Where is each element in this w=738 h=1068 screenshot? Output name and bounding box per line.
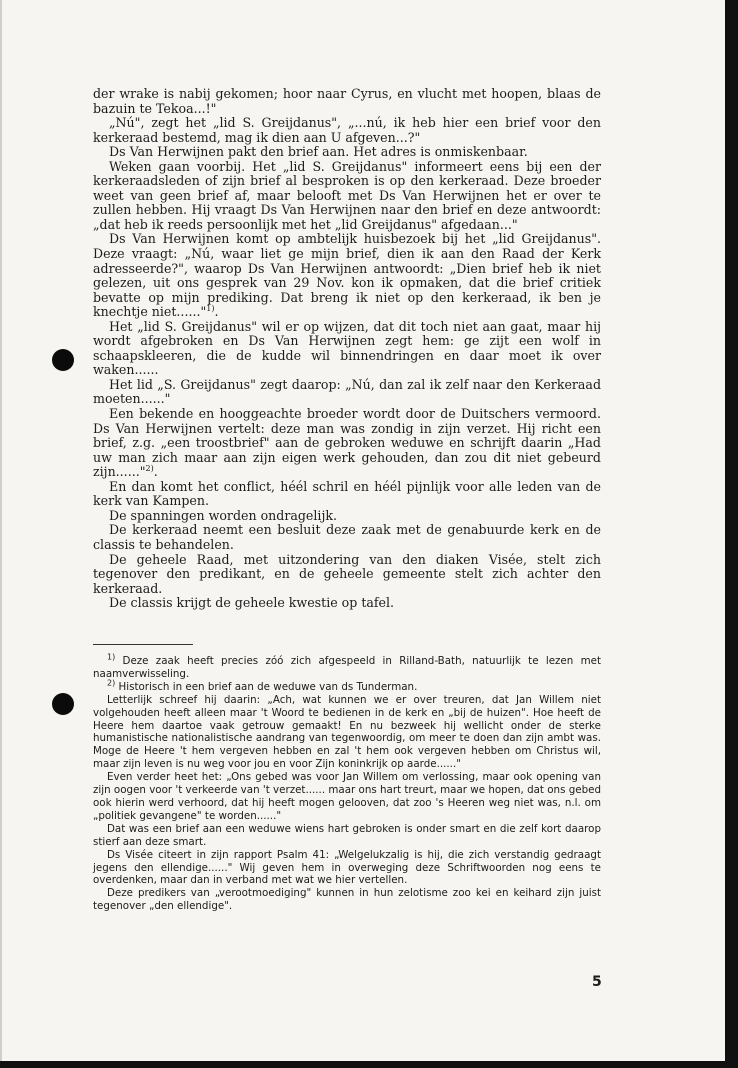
footnote-rule bbox=[93, 644, 193, 645]
footnote-reference: 2) bbox=[145, 464, 154, 474]
punch-hole-upper bbox=[52, 349, 74, 371]
body-paragraph bbox=[93, 480, 601, 509]
footnote-paragraph bbox=[93, 652, 601, 681]
footnote-text: Deze predikers van „verootmoediging" kunnen in hun zelotisme zoo kei en keihard zijn juist tegenover „den ellendige". bbox=[93, 887, 601, 913]
paragraph-text: Ds Van Herwijnen pakt den brief aan. Het adres is onmiskenbaar. bbox=[109, 144, 528, 160]
paragraph-text: der wrake is nabij gekomen; hoor naar Cyrus, en vlucht met hoopen, blaas de bazuin te Tekoa...!" bbox=[93, 86, 601, 116]
body-paragraph bbox=[93, 378, 601, 407]
body-paragraph bbox=[93, 116, 601, 145]
body-paragraph bbox=[93, 160, 601, 233]
scan-bottom-edge bbox=[0, 1061, 738, 1068]
paragraph-text: Het lid „S. Greijdanus" zegt daarop: „Nú, dan zal ik zelf naar den Kerkeraad moeten......" bbox=[93, 376, 601, 407]
body-paragraph bbox=[93, 523, 601, 552]
footnote-paragraph bbox=[93, 849, 601, 888]
body-paragraph bbox=[93, 596, 601, 611]
paragraph-text: „Nú", zegt het „lid S. Greijdanus", „...nú, ik heb hier een brief voor den kerkeraad bestemd, mag ik dien aan U afgeven...?" bbox=[93, 115, 601, 145]
paragraph-text: Een bekende en hooggeachte broeder wordt door de Duitschers vermoord. Ds Van Herwijnen vertelt: deze man was zondig in zijn verzet. Hij richt een brief, z.g. „een troostbrief" aan de gebroken weduwe en schrijft daarin „Had uw man zich maar aan zijn eigen werk gehouden, dan zou dit niet gebeurd zijn......" bbox=[93, 406, 601, 480]
paragraph-text: Ds Van Herwijnen komt op ambtelijk huisbezoek bij het „lid Greijdanus". Deze vraagt: „Nú, waar liet ge mijn brief, dien ik aan den Raad der Kerk adresseerde?", waarop Ds Van Herwijnen antwoordt: „Dien brief heb ik niet gelezen, uit ons gesprek van 29 Nov. kon ik opmaken, dat die brief critiek bevatte op mijn prediking. Dat breng ik niet op den kerkeraad, ik ben je knechtje niet......" bbox=[93, 231, 601, 320]
footnote-paragraph bbox=[93, 694, 601, 771]
main-text bbox=[93, 87, 601, 611]
footnote-text: Letterlijk schreef hij daarin: „Ach, wat kunnen we er over treuren, dat Jan Willem niet volgehouden heeft alleen maar 't Woord te bedienen in de kerk en „bij de huizen". Hoe heeft de Heere hem daartoe vaak getrouw gemaakt! En nu bezweek hij wellicht onder de sterke humanistische nationalistische aandrang van tegenwoordig, om meer te doen dan zijn ambt was. Moge de Heere 't hem vergeven hebben en zal 't hem ook vergeven hebben om Christus wil, maar zijn leven is nu weg voor jou en voor Zijn koninkrijk op aarde......" bbox=[93, 693, 601, 771]
paragraph-text: Weken gaan voorbij. Het „lid S. Greijdanus" informeert eens bij een der kerkeraadsleden of zijn brief al besproken is op den kerkeraad. Deze broeder weet van geen brief af, maar belooft met Ds Van Herwijnen het er over te zullen hebben. Hij vraagt Ds Van Herwijnen naar den brief en deze antwoordt: „dat heb ik reeds persoonlijk met het „lid Greijdanus" afgedaan..." bbox=[93, 158, 601, 232]
paragraph-text: De spanningen worden ondragelijk. bbox=[109, 507, 337, 523]
body-paragraph: Ds Van Herwijnen komt op ambtelijk huisbezoek bij het „lid Greijdanus". Deze vraagt: „Nú, waar liet ge mijn brief, dien ik aan den Raad der Kerk adresseerde?", waarop Ds Van Herwijnen antwoordt: „Dien brief heb ik niet gelezen, uit ons gesprek van 29 Nov. kon ik opmaken, dat die brief critiek bevatte op mijn prediking. Dat breng ik niet op den kerkeraad, ik ben je knechtje niet......"$^{1)}$. bbox=[93, 231, 601, 320]
footnote-marker: 2) bbox=[107, 678, 116, 688]
footnote-paragraph bbox=[93, 887, 601, 913]
footnote-text: Ds Visée citeert in zijn rapport Psalm 41: „Welgelukzalig is hij, die zich verstandig gedraagt jegens den ellendige......" Wij geven hem in overweging deze Schriftwoorden nog eens te overdenken, maar dan in verband met wat we hier vertellen. bbox=[93, 848, 601, 887]
body-paragraph bbox=[93, 87, 601, 116]
footnotes bbox=[93, 652, 601, 913]
body-paragraph bbox=[93, 145, 601, 160]
footnote-text: Deze zaak heeft precies zóó zich afgespeeld in Rilland-Bath, natuurlijk te lezen met naamverwisseling. bbox=[93, 655, 601, 680]
body-paragraph bbox=[93, 553, 601, 597]
footnote-marker: 1) bbox=[107, 652, 116, 662]
footnote-paragraph bbox=[93, 771, 601, 823]
paragraph-text: De classis krijgt de geheele kwestie op tafel. bbox=[109, 595, 395, 611]
paragraph-text: De geheele Raad, met uitzondering van den diaken Visée, stelt zich tegenover den predikant, en de geheele gemeente stelt zich achter den kerkeraad. bbox=[93, 551, 601, 596]
page-number: 5 bbox=[592, 974, 602, 990]
punch-hole-lower bbox=[52, 693, 74, 715]
body-paragraph bbox=[93, 509, 601, 524]
body-paragraph: Een bekende en hooggeachte broeder wordt door de Duitschers vermoord. Ds Van Herwijnen vertelt: deze man was zondig in zijn verzet. Hij richt een brief, z.g. „een troostbrief" aan de gebroken weduwe en schrijft daarin „Had uw man zich maar aan zijn eigen werk gehouden, dan zou dit niet gebeurd zijn......"$^{2)}$. bbox=[93, 406, 601, 480]
footnote-paragraph bbox=[93, 823, 601, 849]
footnote-text: Even verder heet het: „Ons gebed was voor Jan Willem om verlossing, maar ook opening van zijn oogen voor 't verkeerde van 't verzet...... maar ons hart treurt, maar we hopen, dat ons gebed ook hierin werd verhoord, dat hij heeft mogen gelooven, dat zoo 's Heeren weg niet was, n.l. om „politiek gevangene" te worden......" bbox=[93, 771, 601, 822]
footnote-text: Historisch in een brief aan de weduwe van ds Tunderman. bbox=[118, 680, 418, 693]
paragraph-text: De kerkeraad neemt een besluit deze zaak met de genabuurde kerk en de classis te behandelen. bbox=[93, 522, 601, 552]
scan-left-edge bbox=[0, 0, 2, 1068]
body-paragraph bbox=[93, 320, 601, 378]
footnote-reference: 1) bbox=[206, 304, 215, 314]
scan-right-edge bbox=[725, 0, 738, 1068]
footnote-paragraph bbox=[93, 678, 601, 694]
paragraph-text: En dan komt het conflict, héél schril en héél pijnlijk voor alle leden van de kerk van Kampen. bbox=[93, 478, 601, 509]
footnote-text: Dat was een brief aan een weduwe wiens hart gebroken is onder smart en die zelf kort daarop stierf aan deze smart. bbox=[93, 822, 601, 848]
paragraph-text: Het „lid S. Greijdanus" wil er op wijzen, dat dit toch niet aan gaat, maar hij wordt afgebroken en Ds Van Herwijnen zegt hem: ge zijt een wolf in schaapskleeren, die de kudde wil binnendringen en daar moet ik over waken...... bbox=[93, 318, 601, 378]
